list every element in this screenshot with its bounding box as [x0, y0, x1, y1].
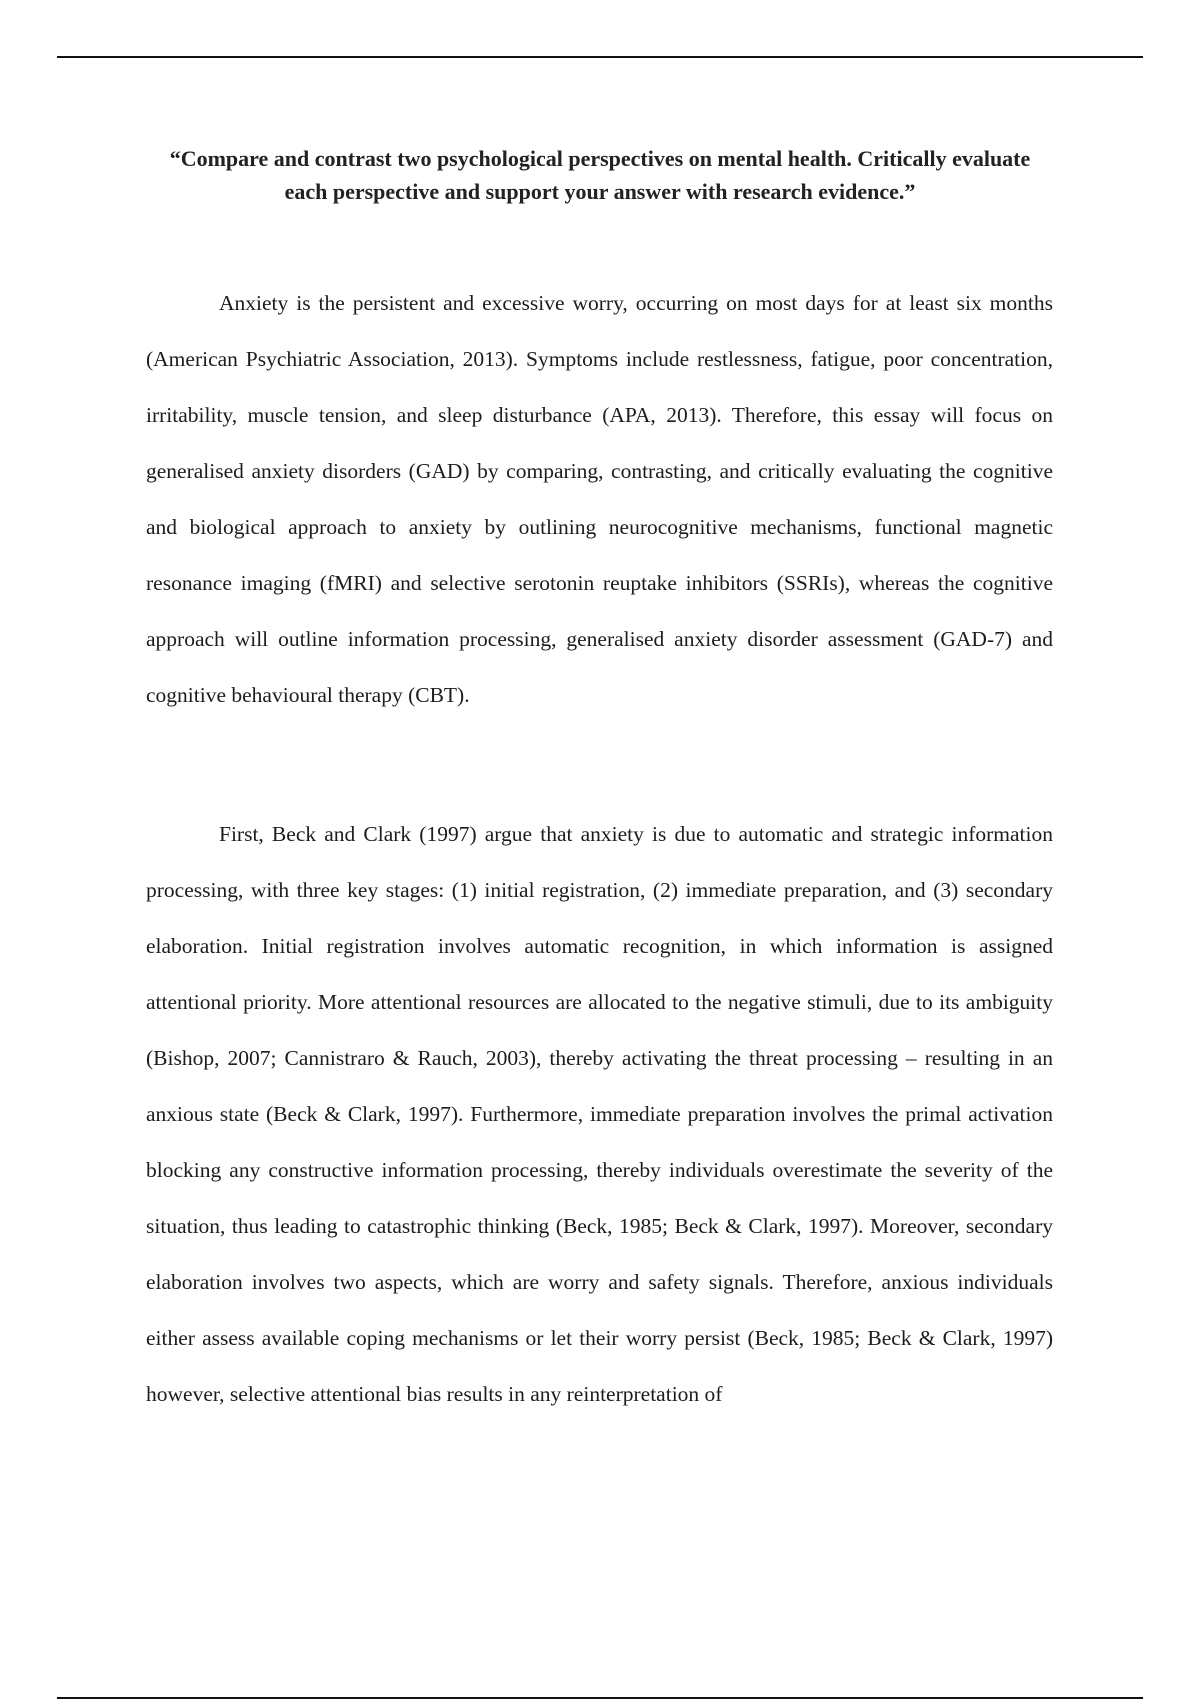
essay-question: “Compare and contrast two psychological perspectives on mental health. Critically evaluate each perspective and support your answer with research evidence.” — [169, 146, 1031, 204]
paragraph-information-processing: First, Beck and Clark (1997) argue that anxiety is due to automatic and strategic information processing, with three key stages: (1) initial registration, (2) immediate preparation, and (3) secondary elaboration. Initial registration involves automatic recognition, in which information is assigned attentional priority. More attentional resources are allocated to the negative stimuli, due to its ambiguity (Bishop, 2007; Cannistraro & Rauch, 2003), thereby activating the threat processing – resulting in an anxious state (Beck & Clark, 1997). Furthermore, immediate preparation involves the primal activation blocking any constructive information processing, thereby individuals overestimate the severity of the situation, thus leading to catastrophic thinking (Beck, 1985; Beck & Clark, 1997). Moreover, secondary elaboration involves two aspects, which are worry and safety signals. Therefore, anxious individuals either assess available coping mechanisms or let their worry persist (Beck, 1985; Beck & Clark, 1997) however, selective attentional bias results in any reinterpretation of — [146, 822, 1053, 1406]
paragraph-introduction: Anxiety is the persistent and excessive worry, occurring on most days for at least six months (American Psychiatric Association, 2013). Symptoms include restlessness, fatigue, poor concentration, irritability, muscle tension, and sleep disturbance (APA, 2013). Therefore, this essay will focus on generalised anxiety disorders (GAD) by comparing, contrasting, and critically evaluating the cognitive and biological approach to anxiety by outlining neurocognitive mechanisms, functional magnetic resonance imaging (fMRI) and selective serotonin reuptake inhibitors (SSRIs), whereas the cognitive approach will outline information processing, generalised anxiety disorder assessment (GAD-7) and cognitive behavioural therapy (CBT). — [146, 291, 1053, 707]
header-rule — [57, 56, 1143, 58]
footer-rule — [57, 1697, 1143, 1699]
